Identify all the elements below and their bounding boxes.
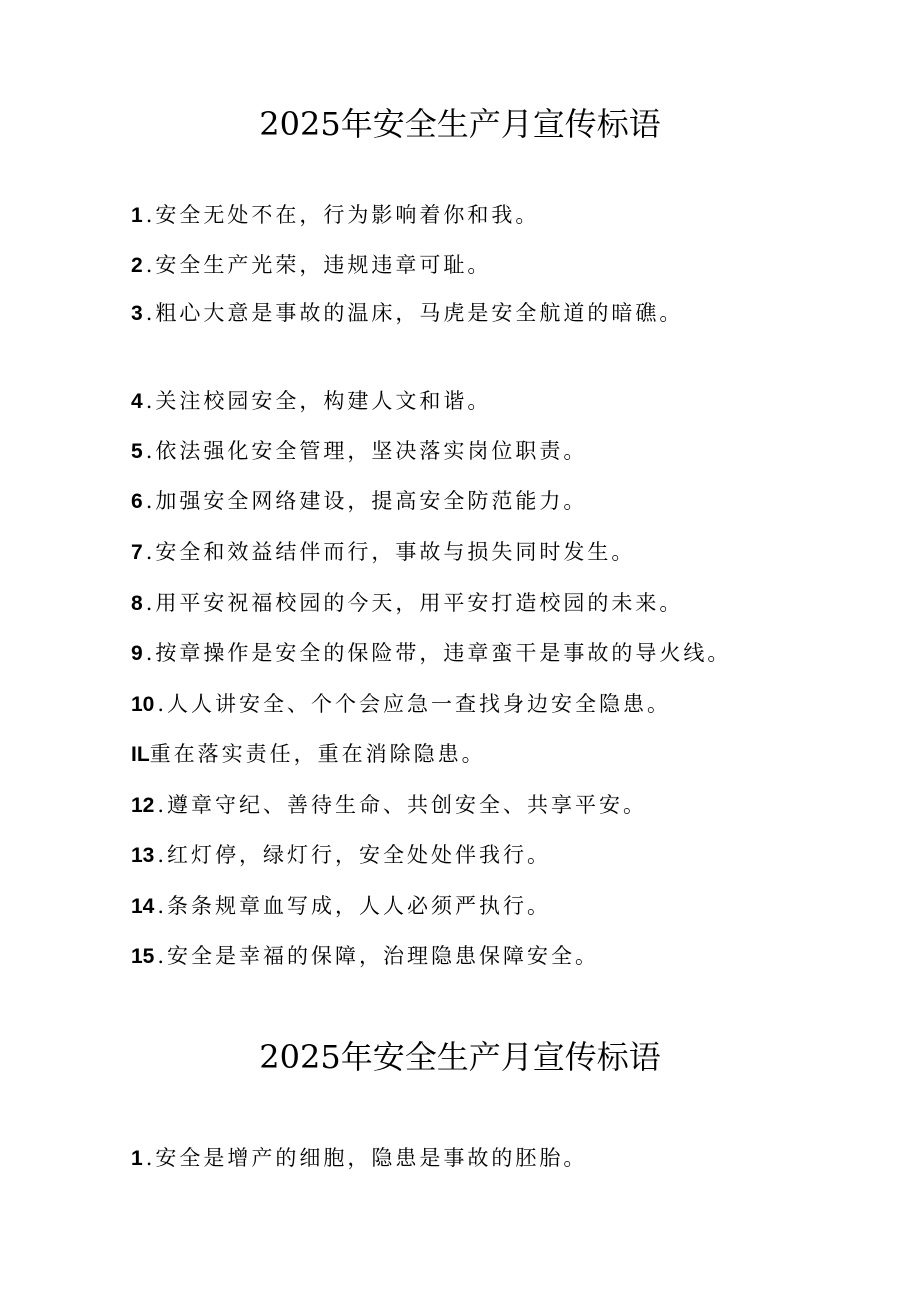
slogan-item bbox=[131, 200, 539, 231]
slogan-item bbox=[131, 941, 599, 972]
slogan-text: .红灯停，绿灯行，安全处处伴我行。 bbox=[157, 843, 552, 867]
section-title: 2025年安全生产月宣传标语 bbox=[259, 1038, 661, 1076]
slogan-number: 9 bbox=[131, 642, 143, 665]
slogan-text: .条条规章血写成，人人必须严执行。 bbox=[157, 894, 552, 918]
slogan-number: 6 bbox=[131, 490, 143, 513]
slogan-number: 12 bbox=[131, 794, 155, 817]
slogan-text: .人人讲安全、个个会应急一查找身边安全隐患。 bbox=[157, 692, 672, 716]
slogan-number: 5 bbox=[131, 440, 143, 463]
slogan-number: 15 bbox=[131, 945, 155, 968]
slogan-number: 10 bbox=[131, 693, 155, 716]
slogan-text: .安全是幸福的保障，治理隐患保障安全。 bbox=[157, 944, 600, 968]
slogan-text: .遵章守纪、善待生命、共创安全、共享平安。 bbox=[157, 793, 648, 817]
slogan-text: .安全是增产的细胞，隐患是事故的胚胎。 bbox=[145, 1146, 588, 1170]
slogan-number: 1 bbox=[131, 204, 143, 227]
slogan-text: .关注校园安全，构建人文和谐。 bbox=[145, 389, 492, 413]
slogan-text: .粗心大意是事故的温床，马虎是安全航道的暗礁。 bbox=[145, 301, 684, 325]
slogan-number: 14 bbox=[131, 895, 155, 918]
slogan-number: IL bbox=[131, 743, 150, 766]
slogan-item bbox=[131, 588, 683, 619]
slogan-item bbox=[131, 436, 587, 467]
slogan-text: .用平安祝福校园的今天，用平安打造校园的未来。 bbox=[145, 591, 684, 615]
slogan-number: 7 bbox=[131, 541, 143, 564]
slogan-text: 重在落实责任，重在消除隐患。 bbox=[149, 742, 486, 766]
slogan-item bbox=[131, 298, 683, 329]
slogan-item bbox=[131, 537, 635, 568]
slogan-number: 2 bbox=[131, 254, 143, 277]
slogan-number: 13 bbox=[131, 844, 155, 867]
slogan-text: .加强安全网络建设，提高安全防范能力。 bbox=[145, 489, 588, 513]
slogan-item bbox=[131, 1143, 587, 1174]
slogan-item bbox=[131, 486, 587, 517]
slogan-text: .安全和效益结伴而行，事故与损失同时发生。 bbox=[145, 540, 636, 564]
slogan-text: .按章操作是安全的保险带，违章蛮干是事故的导火线。 bbox=[145, 641, 732, 665]
slogan-text: .安全生产光荣，违规违章可耻。 bbox=[145, 253, 492, 277]
slogan-item bbox=[131, 638, 731, 669]
slogan-item bbox=[131, 250, 491, 281]
slogan-item bbox=[131, 891, 551, 922]
slogan-number: 1 bbox=[131, 1147, 143, 1170]
slogan-item bbox=[131, 386, 491, 417]
slogan-item bbox=[131, 689, 671, 720]
slogan-text: .安全无处不在，行为影响着你和我。 bbox=[145, 203, 540, 227]
section-title: 2025年安全生产月宣传标语 bbox=[259, 105, 661, 143]
slogan-number: 3 bbox=[131, 302, 143, 325]
slogan-item bbox=[131, 790, 647, 821]
slogan-text: .依法强化安全管理，坚决落实岗位职责。 bbox=[145, 439, 588, 463]
slogan-number: 8 bbox=[131, 592, 143, 615]
slogan-item bbox=[131, 840, 551, 871]
slogan-number: 4 bbox=[131, 390, 143, 413]
slogan-item bbox=[131, 739, 486, 770]
